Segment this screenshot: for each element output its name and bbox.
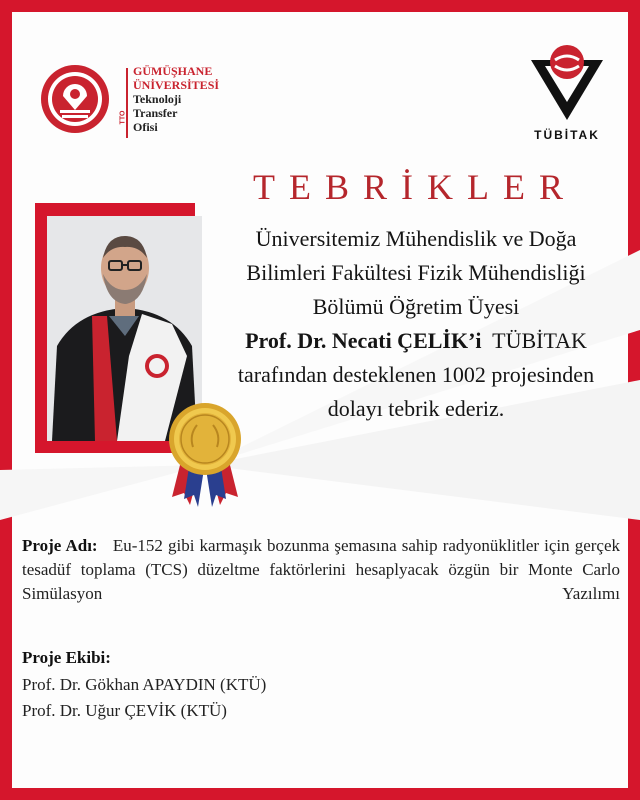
page-title: TEBRİKLER xyxy=(253,167,577,207)
tubitak-logo xyxy=(525,40,609,150)
announcement-line4 xyxy=(206,324,626,358)
announcement-line6: dolayı tebrik ederiz. xyxy=(327,396,505,421)
office-line1: Teknoloji xyxy=(133,92,182,106)
funder-name: TÜBİTAK xyxy=(492,328,587,353)
project-label: Proje Adı: xyxy=(22,536,98,555)
project-title: Eu-152 gibi karmaşık bozunma şemasına sahip radyonüklitler için gerçek tesadüf toplama (TCS) düzeltme faktörlerini hesaplyacak özgün bir Monte Carlo Simülasyon Yazılımı xyxy=(22,536,620,603)
announcement-line3: Bölümü Öğretim Üyesi xyxy=(312,294,520,319)
tubitak-logo-text: TÜBİTAK xyxy=(534,128,600,142)
logo-divider xyxy=(126,68,128,138)
university-name-line1: GÜMÜŞHANE xyxy=(133,64,213,78)
announcement-text xyxy=(206,222,626,426)
office-line2: Transfer xyxy=(133,106,178,120)
team-member: Prof. Dr. Uğur ÇEVİK (KTÜ) xyxy=(22,701,227,720)
university-tto-logo xyxy=(38,62,238,142)
university-emblem-icon xyxy=(38,62,112,136)
university-name-line2: ÜNİVERSİTESİ xyxy=(133,78,220,92)
project-description xyxy=(22,534,620,606)
gold-medal-icon xyxy=(160,397,250,512)
office-line3: Ofisi xyxy=(133,120,158,134)
honoree-name: Prof. Dr. Necati ÇELİK’i xyxy=(245,328,482,353)
announcement-line1: Üniversitemiz Mühendislik ve Doğa xyxy=(255,226,577,251)
team-label: Proje Ekibi: xyxy=(22,648,111,667)
announcement-line5: tarafından desteklenen 1002 projesinden xyxy=(237,362,595,387)
tubitak-emblem-icon xyxy=(525,40,609,124)
team-member: Prof. Dr. Gökhan APAYDIN (KTÜ) xyxy=(22,675,267,694)
tto-vertical-label: TTO xyxy=(119,110,127,125)
announcement-line2: Bilimleri Fakültesi Fizik Mühendisliği xyxy=(246,260,586,285)
university-logo-text xyxy=(133,64,219,134)
